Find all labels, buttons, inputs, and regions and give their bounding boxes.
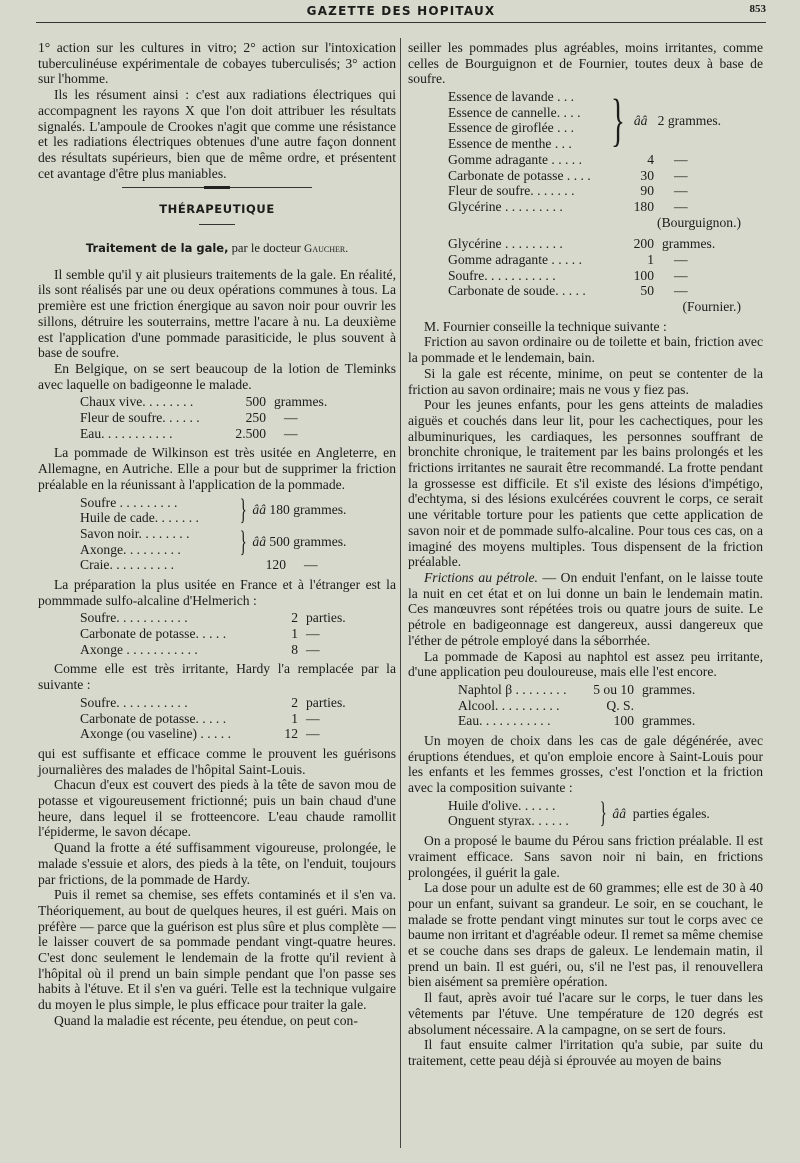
recipe-line: Gomme adragante . . . . . 4 — <box>448 151 688 167</box>
recipe-source: (Bourguignon.) <box>657 214 741 230</box>
paragraph: En Belgique, on se sert beaucoup de la lotion de Tleminks avec laquelle on badigeonne le malade. <box>38 360 396 392</box>
recipe-group: Huile d'olive. . . . . . Onguent styrax. . . . . . } ââ parties égales. <box>448 796 710 830</box>
recipe-group: Essence de lavande . . . Essence de cannelle. . . . Essence de giroflée . . . Essence de menthe . . . } ââ 2 grammes. <box>448 87 722 153</box>
recipe-line: Naphtol β . . . . . . . . 5 ou 10 grammes. <box>458 681 696 697</box>
recipe-helmerich <box>38 610 396 657</box>
recipe-tleminks <box>38 394 396 441</box>
paragraph: La pommade de Kaposi au naphtol est assez peu irritante, d'une application peu douloureuse, mais elle l'est encore. <box>408 648 763 680</box>
paragraph: Pour les jeunes enfants, pour les gens atteints de maladies aiguës et couchés dans leur lit, pour les cachectiques, pour les albuminuriques, les cardiaques, les personnes souffrant de bronchite chronique, le traitement par les bains prolongés et les frictions irritantes ne saurait être recommandé. La frotte pendant la grossesse est difficile. Et s'il existe des lésions d'impétigo, d'echtyma, si des lésions exulcérées couvrent le corps, ce serait une véritable torture pour les patients que cette application de savon noir et de pommade sulfo-alcaline. Pour tous ces cas, on a imaginé des moyens multiples. Tous dispensent de la friction préalable. <box>408 397 763 570</box>
recipe-wilkinson <box>38 495 396 573</box>
paragraph: 1° action sur les cultures in vitro; 2° action sur l'intoxication tuberculinéuse expérimentale de cobayes tuberculisés; 3° action sur l'homme. <box>38 40 396 87</box>
article-title-by: par le docteur <box>228 241 305 256</box>
ornamental-rule <box>122 187 312 188</box>
paragraph: Quand la maladie est récente, peu étendue, on peut con- <box>54 1012 358 1028</box>
paragraph: Si la gale est récente, minime, on peut se contenter de la friction au savon ordinaire; mais ne vous y fiez pas. <box>408 365 763 397</box>
recipe-line: Carbonate de soude. . . . . 50 — <box>448 283 688 299</box>
paragraph: Chacun d'eux est couvert des pieds à la tête de savon mou de potasse et vigoureusement frictionné; puis un bain chaud d'une heure, dans lequel il se frotteencore. L'eau chaude ramollit l'épiderme, le savon décape. <box>38 777 396 840</box>
page-header <box>36 0 766 23</box>
paragraph: Ils les résument ainsi : c'est aux radiations électriques qui accompagnent les rayons X que l'on doit attribuer les résultats signalés. L'ampoule de Crookes n'agit que comme une résistance et les radiations électriques obtenues d'une autre façon donnent des résultats supérieurs, bien que de même ordre, et présentent cet avantage d'être plus maniables. <box>38 87 396 181</box>
paragraph: Comme elle est très irritante, Hardy l'a remplacée par la suivante : <box>38 661 396 693</box>
paragraph: On a proposé le baume du Pérou sans friction préalable. Il est vraiment efficace. Sans savon noir ni bain, en frictions prolongées, il guérit la gale. <box>408 833 763 880</box>
recipe-group: Soufre . . . . . . . . . Huile de cade. . . . . . . } ââ 180 grammes. <box>80 493 347 527</box>
recipe-line: Glycérine . . . . . . . . . 180 — <box>448 198 688 214</box>
article-title <box>38 241 396 258</box>
recipe-line: Soufre. . . . . . . . . . . 100 — <box>448 267 688 283</box>
heading-rule <box>199 224 235 225</box>
journal-title: GAZETTE DES HOPITAUX <box>306 4 496 18</box>
recipe-line: Fleur de soufre. . . . . . . 90 — <box>448 183 688 199</box>
paragraph: La dose pour un adulte est de 60 grammes; elle est de 30 à 40 pour un enfant, suivant sa grandeur. Le soir, en se couchant, le malade se frotte pendant vingt minutes sur tout le corps avec ce baume non irritant et d'agréable odeur. Il remet sa même chemise et se couche dans ses draps de galeux. Le lendemain matin, il prend un bain. Il est guéri, ou, s'il ne l'est pas, il renouvellera bien aisément sa première opération. <box>408 880 763 990</box>
column-divider <box>400 38 401 1148</box>
recipe-line: Craie. . . . . . . . . . 120 — <box>80 557 318 573</box>
paragraph: Il faut, après avoir tué l'acare sur le corps, le tuer dans les vêtements par l'étuve. Une température de 120 degrés est absolument nécessaire. A la campagne, on se sert de fours. <box>408 990 763 1037</box>
page-number: 853 <box>749 3 766 15</box>
paragraph: Il semble qu'il y ait plusieurs traitements de la gale. En réalité, ils sont réalisés par une ou deux opérations communes à tous. La première est une friction énergique au savon noir pour ouvrir les sillons, détruire les souterrains, mettre l'acare à nu. La deuxième est l'application d'une pommade parasiticide, le plus souvent à base de soufre. <box>38 266 396 361</box>
italic-heading: Frictions au pétrole. <box>424 569 538 585</box>
recipe-line: Axonge (ou vaseline) . . . . . 12 — <box>80 726 320 742</box>
recipe-line: Soufre. . . . . . . . . . . 2 parties. <box>80 694 346 710</box>
recipe-line: Carbonate de potasse. . . . . 1 — <box>80 710 320 726</box>
recipe-source: (Fournier.) <box>682 299 741 315</box>
paragraph: Friction au savon ordinaire ou de toilette et bain, friction avec la pommade et le lendemain, bain. <box>408 334 763 366</box>
recipe-line: Carbonate de potasse. . . . . 1 — <box>80 626 320 642</box>
brace-glyph: } <box>610 87 625 153</box>
paragraph: Un moyen de choix dans les cas de gale dégénérée, avec éruptions étendues, et qu'on emploie encore à Saint-Louis pour les enfants et les femmes grosses, c'est l'onction et la friction avec la composition suivante : <box>408 732 763 796</box>
recipe-group: Savon noir. . . . . . . . Axonge. . . . . . . . . } ââ 500 grammes. <box>80 524 347 558</box>
paragraph: Puis il remet sa chemise, ses effets contaminés et il s'en va. Théoriquement, au bout de quelques heures, il est guéri. Mais on préfère — parce que la guérison est plus sûre et plus complète — le laisser couvert de sa pommade pendant vingt-quatre heures. C'est donc seulement le lendemain de la frotte qu'il revient à l'hôpital où il prend un bain simple pendant que l'on passe ses habits à l'étuve. Et il s'en va guéri. Telle est la technique vulgaire du moyen le plus simple, le plus efficace pour traiter la gale. <box>38 887 396 1013</box>
paragraph: Quand la frotte a été suffisamment vigoureuse, prolongée, le malade s'essuie et alors, des pieds à la tête, on l'enduit, toujours par frictions, de la pommade de Hardy. <box>38 840 396 887</box>
recipe-line: Soufre. . . . . . . . . . . 2 parties. <box>80 610 346 626</box>
recipe-line: Chaux vive. . . . . . . . 500 grammes. <box>80 394 328 410</box>
paragraph: Frictions au pétrole. — On enduit l'enfant, on le laisse toute la nuit en cet état et on lui donne un bain le lendemain matin. Ces manœuvres sont répétées trois ou quatre jours de suite. Le pétrole en badigeonnage est dangereux, aussi dangereux que l'éther de pétrole employé dans la séborrhée. <box>408 569 763 648</box>
recipe-line: Gomme adragante . . . . . 1 — <box>448 251 688 267</box>
section-heading: THÉRAPEUTIQUE <box>159 202 275 217</box>
recipe-line: Carbonate de potasse . . . . 30 — <box>448 167 688 183</box>
recipe-hardy <box>38 695 396 742</box>
paragraph: seiller les pommades plus agréables, moins irritantes, comme celles de Bourguignon et de Fournier, toutes deux à base de soufre. <box>408 40 763 87</box>
recipe-line: Axonge . . . . . . . . . . . 8 — <box>80 641 320 657</box>
paragraph: qui est suffisante et efficace comme le prouvent les guérisons journalières des malades de l'hôpital Saint-Louis. <box>38 745 396 777</box>
brace-glyph: } <box>239 524 247 558</box>
recipe-bourguignon <box>408 89 763 315</box>
article-title-main: Traitement de la gale, <box>85 241 229 256</box>
brace-glyph: } <box>599 796 607 830</box>
recipe-line: Eau. . . . . . . . . . . 2.500 — <box>80 425 298 441</box>
brace-glyph: } <box>239 493 247 527</box>
recipe-line: Glycérine . . . . . . . . . 200 grammes. <box>448 236 716 252</box>
recipe-styrax <box>408 798 763 829</box>
right-column <box>408 40 763 1069</box>
recipe-line: Alcool. . . . . . . . . . Q. S. <box>458 697 634 713</box>
paragraph: La pommade de Wilkinson est très usitée en Angleterre, en Allemagne, en Autriche. Elle a pour but de supprimer la friction préalable en la réunissant à l'application de la pommade. <box>38 445 396 492</box>
paragraph: M. Fournier conseille la technique suivante : <box>424 318 667 334</box>
paragraph: La préparation la plus usitée en France et à l'étranger est la pommmade sulfo-alcaline d'Helmerich : <box>38 576 396 608</box>
recipe-line: Fleur de soufre. . . . . . 250 — <box>80 410 298 426</box>
left-column <box>38 40 396 1029</box>
recipe-kaposi <box>408 682 763 729</box>
article-author: Gaucher. <box>304 243 349 256</box>
paragraph: Il faut ensuite calmer l'irritation qu'a subie, par suite du traitement, cette peau déjà si éprouvée au moyen de bains <box>408 1037 763 1068</box>
recipe-line: Eau. . . . . . . . . . . 100 grammes. <box>458 713 696 729</box>
